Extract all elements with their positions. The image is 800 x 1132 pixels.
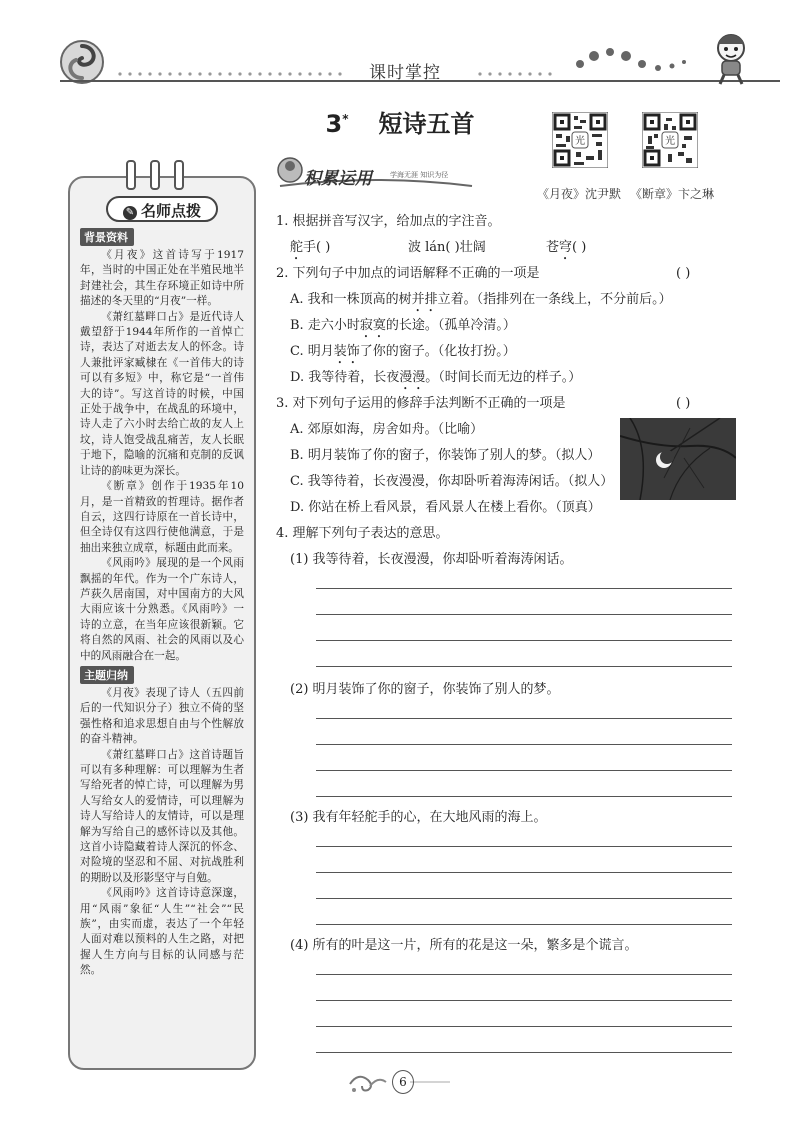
teacher-tips-content — [80, 226, 244, 979]
tag-theme: 主题归纳 — [80, 666, 134, 684]
answer-line[interactable] — [316, 718, 732, 719]
question-3-option: B. 明月装饰了你的窗子，你装饰了别人的梦。（拟人） — [290, 448, 601, 463]
binder-ring-icon — [150, 160, 160, 190]
header-title: 课时掌控 — [369, 63, 441, 83]
answer-line[interactable] — [316, 640, 732, 641]
question-3-option: A. 郊原如海，房舍如舟。（比喻） — [290, 422, 484, 437]
theme-paragraph: 《月夜》表现了诗人（五四前后的一代知识分子）独立不倚的坚强性格和追求思想自由与个性解放的奋斗精神。 — [80, 686, 244, 746]
question-1-item: 苍穹( ) — [546, 240, 587, 255]
answer-line[interactable] — [316, 796, 732, 797]
theme-paragraph: 《萧红墓畔口占》这首诗题旨可以有多种理解：可以理解为生者写给死者的悼亡诗，可以理解为男人写给女人的爱情诗，可以理解为诗人写给诗人的友情诗，可以是理解为写给自己的感怀诗以及其他。这首小诗隐藏着诗人深沉的怀念、对险境的坚忍和不屈、对抗战胜利的期盼以及形影坚守与自勉。 — [80, 748, 244, 884]
question-3-stem: 3. 对下列句子运用的修辞手法判断不正确的一项是 — [276, 396, 566, 411]
question-4-sub: (1) 我等待着，长夜漫漫，你却卧听着海涛闲话。 — [290, 552, 573, 567]
lesson-number: 3* — [325, 110, 349, 138]
question-4-sub: (3) 我有年轻舵手的心，在大地风雨的海上。 — [290, 810, 547, 825]
theme-paragraph: 《风雨吟》这首诗诗意深邃，用“风雨”象征“人生”“社会”“民族”，由实而虚，表达了一个年轻人面对难以预料的人生之路，对把握人生方向与目标的认同感与茫然。 — [80, 887, 244, 977]
answer-line[interactable] — [316, 898, 732, 899]
question-2-option: A. 我和一株顶高的树并排立着。（指排列在一条线上，不分前后。） — [290, 292, 672, 307]
answer-line[interactable] — [316, 872, 732, 873]
answer-line[interactable] — [316, 974, 732, 975]
answer-line[interactable] — [316, 924, 732, 925]
question-4-sub: (4) 所有的叶是这一片，所有的花是这一朵，繁多是个谎言。 — [290, 938, 638, 953]
answer-line[interactable] — [316, 744, 732, 745]
tag-background: 背景资料 — [80, 228, 134, 246]
answer-line[interactable] — [316, 666, 732, 667]
question-2-option: C. 明月装饰了你的窗子。（化妆打扮。） — [290, 344, 516, 359]
question-4-sub: (2) 明月装饰了你的窗子，你装饰了别人的梦。 — [290, 682, 560, 697]
background-paragraph: 《萧红墓畔口占》是近代诗人戴望舒于1944年所作的一首悼亡诗，表达了对逝去友人的怀念。诗人兼批评家臧棣在《一首伟大的诗可以有多短》中，称它是“一首伟大的诗”。写这首诗的时候，中国正处于战争中，在战乱的环境中，诗人走了六小时去给亡故的友人上坟，诗人饱受战乱痛苦，友人长眠于地下，隐喻的沉痛和克制的反讽让诗的韵味更为深长。 — [80, 310, 244, 477]
answer-line[interactable] — [316, 846, 732, 847]
qr-code-1[interactable] — [552, 112, 608, 168]
mascot-boy-icon — [706, 30, 756, 86]
svg-text:光: 光 — [665, 136, 675, 147]
section-banner-title: 积累运用 — [304, 169, 372, 189]
binder-ring-icon — [174, 160, 184, 190]
section-banner-subtitle: 学海无涯 知识为径 — [390, 171, 449, 179]
question-1-stem: 1. 根据拼音写汉字，给加点的字注音。 — [276, 214, 501, 229]
question-2-answer-blank[interactable]: ( ) — [676, 266, 691, 281]
answer-line[interactable] — [316, 1000, 732, 1001]
question-1-item: 舵手( ) — [290, 240, 331, 255]
teacher-tips-panel — [68, 176, 256, 1070]
svg-text:光: 光 — [575, 136, 585, 147]
background-paragraph: 《风雨吟》展现的是一个风雨飘摇的年代。作为一个广东诗人，芦荻久居南国，对中国南方的大风大雨应该十分熟悉。《风雨吟》一诗的立意，在当年应该很新颖。它将自然的风雨、社会的风雨以及心中的风雨融合在一起。 — [80, 557, 244, 662]
qr-code-2[interactable] — [642, 112, 698, 168]
question-3-answer-blank[interactable]: ( ) — [676, 396, 691, 411]
page-number: 6 — [392, 1070, 414, 1094]
question-1-item: 波 lán( )壮阔 — [408, 240, 486, 255]
question-2-option: B. 走六小时寂寞的长途。（孤单冷清。） — [290, 318, 516, 333]
qr-caption-2: 《断章》卞之琳 — [630, 187, 715, 201]
answer-line[interactable] — [316, 588, 732, 589]
answer-line[interactable] — [316, 1026, 732, 1027]
question-2-stem: 2. 下列句子中加点的词语解释不正确的一项是 — [276, 266, 540, 281]
lesson-title-text: 短诗五首 — [378, 110, 475, 138]
night-moon-photo — [620, 418, 736, 500]
pen-icon: ✎ — [123, 206, 137, 220]
teacher-tips-heading: ✎ 名师点拨 — [106, 196, 218, 222]
header-rule — [60, 80, 780, 82]
question-3-option: D. 你站在桥上看风景，看风景人在楼上看你。（顶真） — [290, 500, 601, 515]
qr-caption-1: 《月夜》沈尹默 — [537, 187, 622, 201]
background-paragraph: 《月夜》这首诗写于1917年，当时的中国正处在半殖民地半封建社会，其生存环境正如诗中所描述的冬天里的“月夜”一样。 — [80, 249, 244, 308]
binder-ring-icon — [126, 160, 136, 190]
answer-line[interactable] — [316, 1052, 732, 1053]
question-3-option: C. 我等待着，长夜漫漫，你却卧听着海涛闲话。（拟人） — [290, 474, 614, 489]
answer-line[interactable] — [316, 770, 732, 771]
background-paragraph: 《断章》创作于1935年10月，是一首精致的哲理诗。据作者自云，这四行诗原在一首长诗中，但全诗仅有这四行使他满意，于是抽出来独立成章，标题由此而来。 — [80, 480, 244, 554]
answer-line[interactable] — [316, 614, 732, 615]
question-4-stem: 4. 理解下列句子表达的意思。 — [276, 526, 449, 541]
question-2-option: D. 我等待着，长夜漫漫。（时间长而无边的样子。） — [290, 370, 582, 385]
